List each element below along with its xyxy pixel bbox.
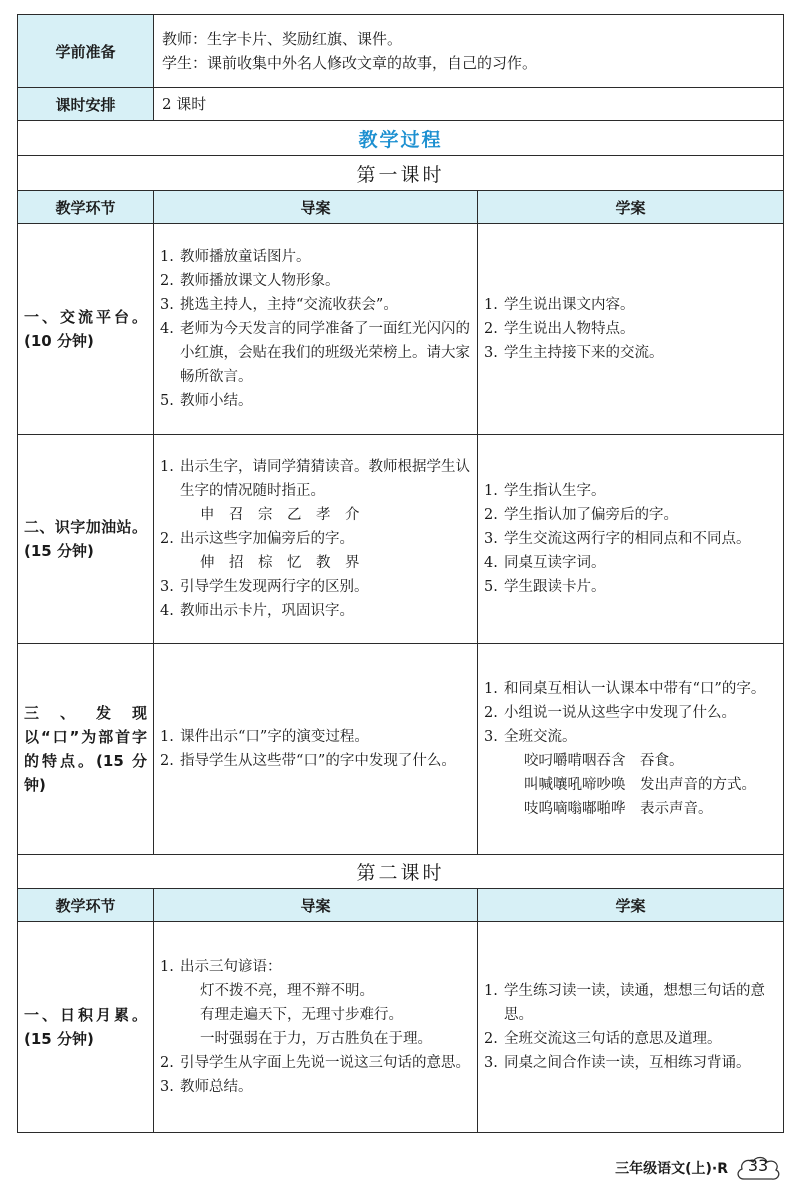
list-item <box>160 455 471 527</box>
guide-cell <box>154 644 478 855</box>
list-item <box>484 293 777 317</box>
item-text: 出示三句谚语： <box>180 959 282 975</box>
item-number: 3. <box>484 1055 498 1071</box>
item-number: 5. <box>160 393 174 409</box>
header-stage: 教学环节 <box>18 889 154 922</box>
item-number: 1. <box>160 959 174 975</box>
item-text: 学生指认加了偏旁后的字。 <box>504 507 678 523</box>
item-number: 1. <box>484 983 498 999</box>
page-number: 33 <box>747 1156 769 1175</box>
study-list <box>484 293 777 365</box>
study-cell <box>478 922 784 1133</box>
prep-row <box>18 15 784 88</box>
item-number: 1. <box>160 249 174 265</box>
item-number: 3. <box>160 297 174 313</box>
guide-list <box>160 455 471 623</box>
item-text: 教师播放课文人物形象。 <box>180 273 340 289</box>
list-item <box>484 527 777 551</box>
list-item <box>484 701 777 725</box>
list-item <box>160 725 471 749</box>
stage-cell: 一、交流平台。(10 分钟) <box>18 224 154 435</box>
table-row <box>18 224 784 435</box>
session-title: 第一课时 <box>18 156 784 191</box>
study-cell <box>478 224 784 435</box>
item-number: 2. <box>484 705 498 721</box>
item-subline: 吱呜嘀嗡嘟啪哗 表示声音。 <box>524 801 713 817</box>
item-text: 学生跟读卡片。 <box>504 579 606 595</box>
list-item <box>160 599 471 623</box>
item-subline: 灯不拨不亮，理不辩不明。 <box>200 983 374 999</box>
list-item <box>484 677 777 701</box>
header-study: 学案 <box>478 889 784 922</box>
item-text: 学生交流这两行字的相同点和不同点。 <box>504 531 751 547</box>
item-number: 3. <box>484 531 498 547</box>
item-subline: 叫喊嚷吼啼吵唤 发出声音的方式。 <box>524 777 756 793</box>
item-number: 4. <box>484 555 498 571</box>
prep-label: 学前准备 <box>18 15 154 88</box>
item-number: 1. <box>484 483 498 499</box>
item-text: 出示这些字加偏旁后的字。 <box>180 531 354 547</box>
item-text: 和同桌互相认一认课本中带有“口”的字。 <box>504 681 766 697</box>
schedule-label: 课时安排 <box>18 88 154 121</box>
item-subline: 一时强弱在于力，万古胜负在于理。 <box>200 1031 432 1047</box>
item-number: 4. <box>160 603 174 619</box>
item-text: 引导学生从字面上先说一说这三句话的意思。 <box>180 1055 470 1071</box>
item-text: 学生指认生字。 <box>504 483 606 499</box>
schedule-value: 2 课时 <box>154 88 784 121</box>
list-item <box>160 293 471 317</box>
item-text: 教师播放童话图片。 <box>180 249 311 265</box>
item-number: 1. <box>484 297 498 313</box>
header-guide: 导案 <box>154 889 478 922</box>
study-list <box>484 979 777 1075</box>
stage-cell: 一、日积月累。(15 分钟) <box>18 922 154 1133</box>
item-text: 全班交流这三句话的意思及道理。 <box>504 1031 722 1047</box>
item-number: 2. <box>160 753 174 769</box>
item-text: 学生说出课文内容。 <box>504 297 635 313</box>
list-item <box>484 341 777 365</box>
item-number: 2. <box>160 273 174 289</box>
item-text: 学生说出人物特点。 <box>504 321 635 337</box>
header-stage: 教学环节 <box>18 191 154 224</box>
list-item <box>160 749 471 773</box>
item-text: 老师为今天发言的同学准备了一面红光闪闪的小红旗，会贴在我们的班级光荣榜上。请大家畅所欲言。 <box>180 321 470 385</box>
item-text: 教师总结。 <box>180 1079 253 1095</box>
prep-content <box>154 15 784 88</box>
item-text: 出示生字，请同学猜猜读音。教师根据学生认生字的情况随时指正。 <box>180 459 470 499</box>
item-number: 2. <box>160 531 174 547</box>
item-number: 3. <box>160 579 174 595</box>
list-item <box>484 503 777 527</box>
list-item <box>484 979 777 1027</box>
item-text: 小组说一说从这些字中发现了什么。 <box>504 705 736 721</box>
item-subline: 伸 招 棕 忆 教 界 <box>200 555 360 571</box>
header-study: 学案 <box>478 191 784 224</box>
stage-cell: 二、识字加油站。(15 分钟) <box>18 435 154 644</box>
item-text: 教师出示卡片，巩固识字。 <box>180 603 354 619</box>
guide-list <box>160 725 471 773</box>
list-item <box>160 1075 471 1099</box>
item-text: 全班交流。 <box>504 729 577 745</box>
item-subline: 咬叼嚼啃咽吞含 吞食。 <box>524 753 684 769</box>
page-footer <box>615 1152 782 1184</box>
item-text: 引导学生发现两行字的区别。 <box>180 579 369 595</box>
column-header-row <box>18 889 784 922</box>
item-text: 同桌之间合作读一读，互相练习背诵。 <box>504 1055 751 1071</box>
lesson-plan-table <box>17 14 784 1133</box>
list-item <box>160 575 471 599</box>
table-row <box>18 435 784 644</box>
session-title-row <box>18 855 784 889</box>
item-subline: 申 召 宗 乙 孝 介 <box>200 507 360 523</box>
item-number: 1. <box>160 459 174 475</box>
item-text: 课件出示“口”字的演变过程。 <box>180 729 369 745</box>
book-title: 三年级语文(上)·R <box>615 1161 728 1177</box>
list-item <box>160 269 471 293</box>
item-number: 5. <box>484 579 498 595</box>
item-subline: 有理走遍天下，无理寸步难行。 <box>200 1007 403 1023</box>
item-text: 指导学生从这些带“口”的字中发现了什么。 <box>180 753 456 769</box>
item-number: 2. <box>160 1055 174 1071</box>
guide-cell <box>154 922 478 1133</box>
guide-cell <box>154 224 478 435</box>
item-number: 3. <box>484 345 498 361</box>
item-text: 学生主持接下来的交流。 <box>504 345 664 361</box>
process-title-row <box>18 121 784 156</box>
item-number: 1. <box>160 729 174 745</box>
study-list <box>484 479 777 599</box>
item-text: 同桌互读字词。 <box>504 555 606 571</box>
list-item <box>160 389 471 413</box>
list-item <box>160 1051 471 1075</box>
session-title-row <box>18 156 784 191</box>
item-number: 2. <box>484 507 498 523</box>
table-row <box>18 644 784 855</box>
list-item <box>484 479 777 503</box>
guide-cell <box>154 435 478 644</box>
study-cell <box>478 435 784 644</box>
study-list <box>484 677 777 821</box>
study-cell <box>478 644 784 855</box>
list-item <box>160 245 471 269</box>
item-text: 挑选主持人，主持“交流收获会”。 <box>180 297 398 313</box>
list-item <box>484 317 777 341</box>
page-number-badge <box>734 1153 782 1183</box>
schedule-row <box>18 88 784 121</box>
list-item <box>484 575 777 599</box>
guide-list <box>160 245 471 413</box>
column-header-row <box>18 191 784 224</box>
item-number: 4. <box>160 321 174 337</box>
prep-student: 学生：课前收集中外名人修改文章的故事，自己的习作。 <box>162 54 538 72</box>
list-item <box>160 527 471 575</box>
list-item <box>160 955 471 1051</box>
session-title: 第二课时 <box>18 855 784 889</box>
item-number: 3. <box>160 1079 174 1095</box>
process-title: 教学过程 <box>18 121 784 156</box>
list-item <box>484 1027 777 1051</box>
item-text: 学生练习读一读，读通，想想三句话的意思。 <box>504 983 765 1023</box>
header-guide: 导案 <box>154 191 478 224</box>
list-item <box>484 725 777 821</box>
table-row <box>18 922 784 1133</box>
prep-teacher: 教师：生字卡片、奖励红旗、课件。 <box>162 30 403 48</box>
item-number: 2. <box>484 1031 498 1047</box>
list-item <box>484 551 777 575</box>
list-item <box>484 1051 777 1075</box>
list-item <box>160 317 471 389</box>
item-text: 教师小结。 <box>180 393 253 409</box>
guide-list <box>160 955 471 1099</box>
stage-cell: 三、发现以“口”为部首字的特点。(15 分钟) <box>18 644 154 855</box>
item-number: 3. <box>484 729 498 745</box>
item-number: 1. <box>484 681 498 697</box>
item-number: 2. <box>484 321 498 337</box>
